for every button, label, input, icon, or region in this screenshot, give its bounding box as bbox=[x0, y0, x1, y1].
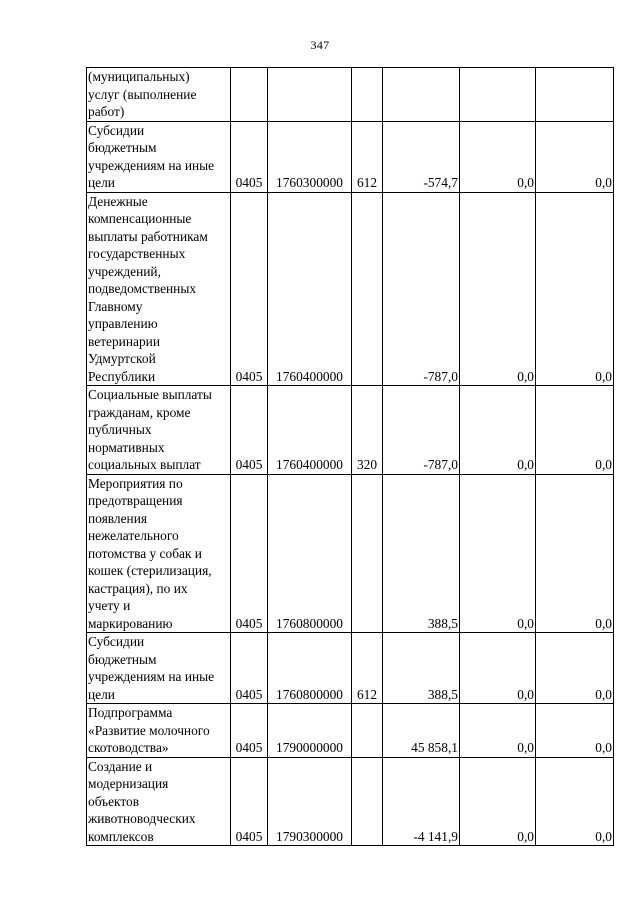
amount-3: 0,0 bbox=[536, 633, 614, 704]
row-name: Субсидии бюджетным учреждениям на иные цели bbox=[87, 633, 231, 704]
table-row bbox=[87, 704, 614, 758]
section-code: 0405 bbox=[231, 633, 268, 704]
expense-type-code bbox=[352, 474, 383, 633]
amount-3: 0,0 bbox=[536, 121, 614, 192]
expense-type-code: 612 bbox=[352, 633, 383, 704]
table-row bbox=[87, 474, 614, 633]
section-code: 0405 bbox=[231, 704, 268, 758]
amount-3: 0,0 bbox=[536, 474, 614, 633]
amount-2: 0,0 bbox=[460, 474, 536, 633]
amount-1: -574,7 bbox=[383, 121, 460, 192]
amount-2: 0,0 bbox=[460, 757, 536, 846]
expense-type-code: 320 bbox=[352, 386, 383, 475]
row-name: Социальные выплаты гражданам, кроме публичных нормативных социальных выплат bbox=[87, 386, 231, 475]
expense-type-code bbox=[352, 757, 383, 846]
amount-1: -787,0 bbox=[383, 192, 460, 386]
amount-2: 0,0 bbox=[460, 633, 536, 704]
table-row bbox=[87, 192, 614, 386]
table-row bbox=[87, 386, 614, 475]
expense-type-code: 612 bbox=[352, 121, 383, 192]
amount-3: 0,0 bbox=[536, 757, 614, 846]
section-code: 0405 bbox=[231, 121, 268, 192]
amount-3: 0,0 bbox=[536, 386, 614, 475]
page-number: 347 bbox=[310, 38, 330, 52]
row-name: Подпрограмма «Развитие молочного скотоводства» bbox=[87, 704, 231, 758]
row-name: Мероприятия по предотвращения появления нежелательного потомства у собак и кошек (стерилизация, кастрация), по их учету и маркированию bbox=[87, 474, 231, 633]
target-article-code: 1760400000 bbox=[268, 386, 352, 475]
amount-1: 388,5 bbox=[383, 633, 460, 704]
expense-type-code bbox=[352, 192, 383, 386]
amount-1: -787,0 bbox=[383, 386, 460, 475]
section-code: 0405 bbox=[231, 474, 268, 633]
table-row bbox=[87, 633, 614, 704]
target-article-code: 1760400000 bbox=[268, 192, 352, 386]
table-row bbox=[87, 68, 614, 122]
amount-2: 0,0 bbox=[460, 704, 536, 758]
amount-2 bbox=[460, 68, 536, 122]
target-article-code: 1760800000 bbox=[268, 474, 352, 633]
row-name: Денежные компенсационные выплаты работникам государственных учреждений, подведомственных Главному управлению ветеринарии Удмуртской Республики bbox=[87, 192, 231, 386]
expense-type-code bbox=[352, 68, 383, 122]
amount-3 bbox=[536, 68, 614, 122]
budget-table bbox=[86, 67, 614, 846]
row-name: (муниципальных) услуг (выполнение работ) bbox=[87, 68, 231, 122]
table-row bbox=[87, 757, 614, 846]
section-code: 0405 bbox=[231, 192, 268, 386]
amount-1 bbox=[383, 68, 460, 122]
row-name: Создание и модернизация объектов животноводческих комплексов bbox=[87, 757, 231, 846]
section-code: 0405 bbox=[231, 386, 268, 475]
expense-type-code bbox=[352, 704, 383, 758]
target-article-code: 1790300000 bbox=[268, 757, 352, 846]
amount-2: 0,0 bbox=[460, 121, 536, 192]
amount-1: 388,5 bbox=[383, 474, 460, 633]
table-row bbox=[87, 121, 614, 192]
target-article-code: 1790000000 bbox=[268, 704, 352, 758]
section-code bbox=[231, 68, 268, 122]
amount-1: 45 858,1 bbox=[383, 704, 460, 758]
row-name: Субсидии бюджетным учреждениям на иные цели bbox=[87, 121, 231, 192]
amount-1: -4 141,9 bbox=[383, 757, 460, 846]
section-code: 0405 bbox=[231, 757, 268, 846]
amount-2: 0,0 bbox=[460, 192, 536, 386]
target-article-code: 1760300000 bbox=[268, 121, 352, 192]
amount-3: 0,0 bbox=[536, 192, 614, 386]
target-article-code bbox=[268, 68, 352, 122]
target-article-code: 1760800000 bbox=[268, 633, 352, 704]
amount-3: 0,0 bbox=[536, 704, 614, 758]
amount-2: 0,0 bbox=[460, 386, 536, 475]
